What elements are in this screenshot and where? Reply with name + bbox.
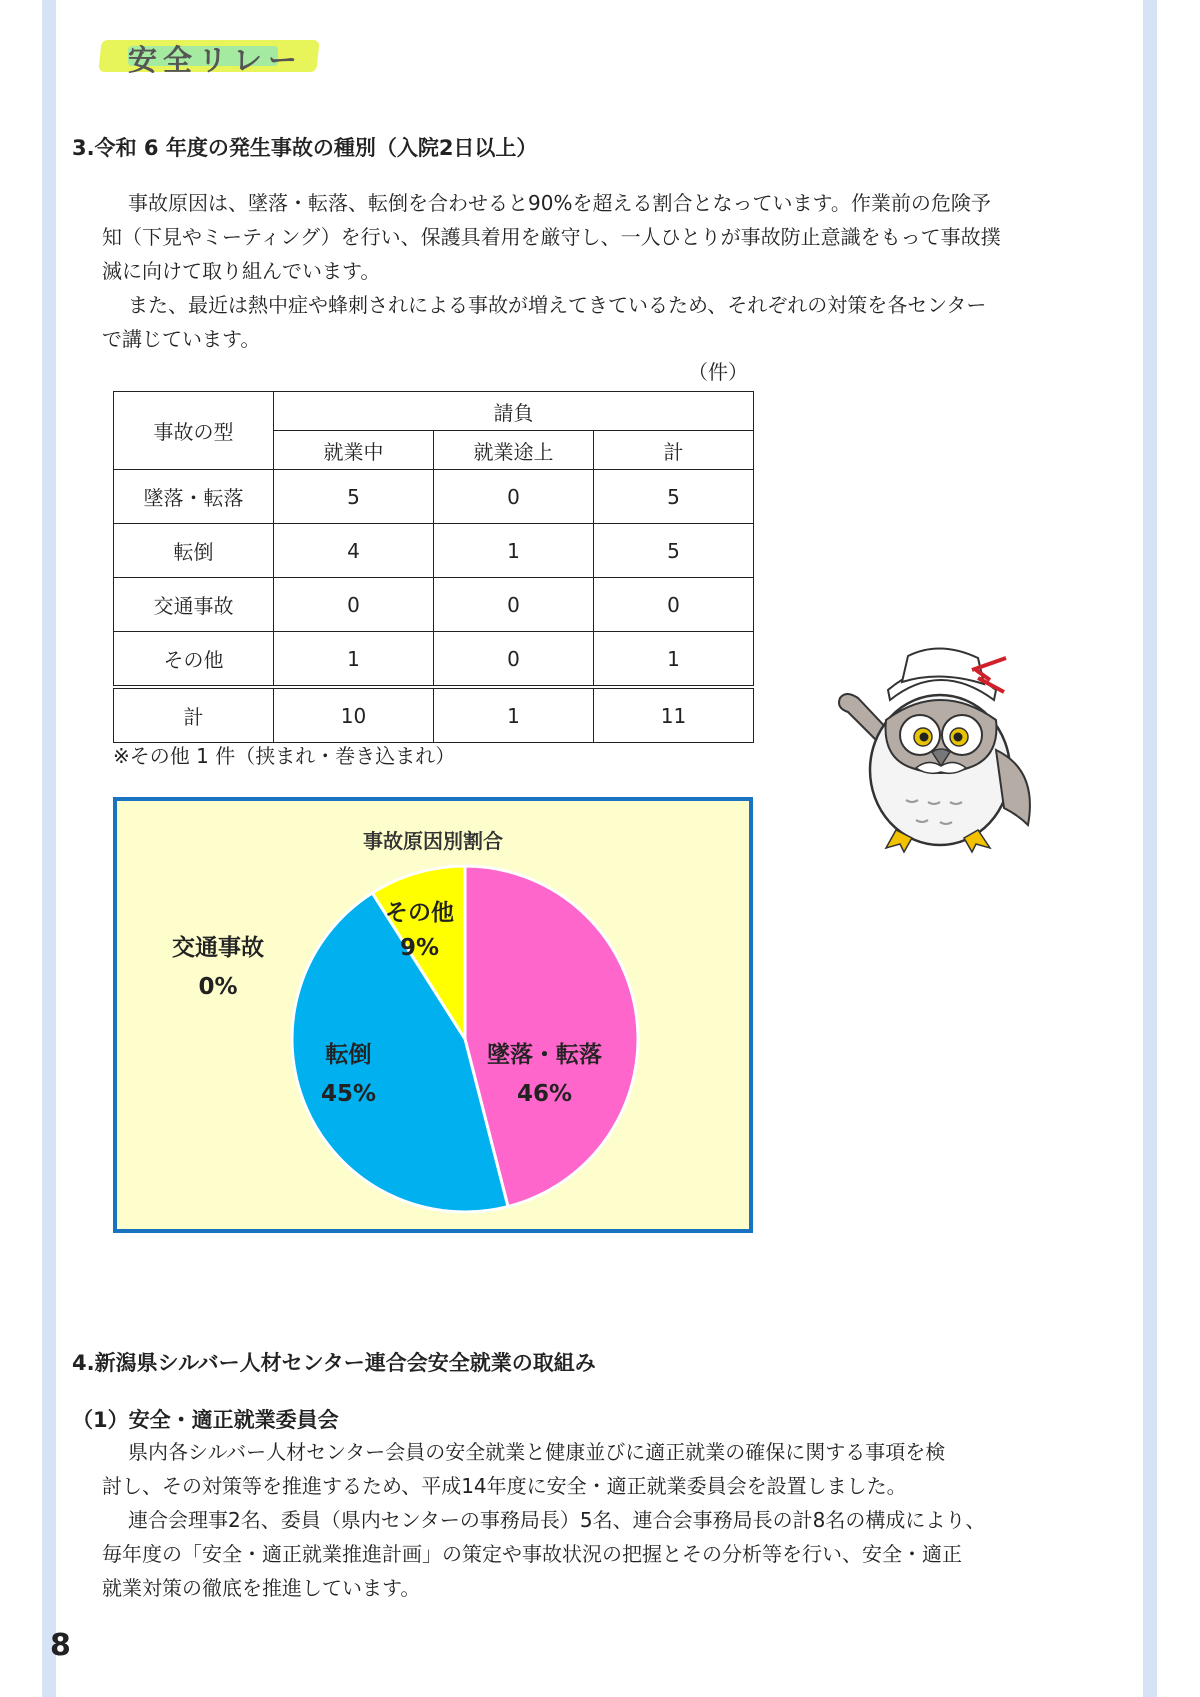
table-cell: 10 xyxy=(274,687,434,743)
table-subheader: 就業途上 xyxy=(434,431,594,470)
table-total-row xyxy=(114,687,754,743)
page-number: 8 xyxy=(50,1628,71,1663)
pie-chart xyxy=(117,801,749,1229)
table-row xyxy=(114,578,754,632)
owl-mascot-illustration xyxy=(828,640,1058,870)
left-page-border xyxy=(42,0,56,1697)
section-4-para2-line3: 就業対策の徹底を推進しています。 xyxy=(102,1576,421,1600)
section-3-para2-line1: また、最近は熱中症や蜂刺されによる事故が増えてきているため、それぞれの対策を各センター xyxy=(128,293,987,317)
table-cell: 4 xyxy=(274,524,434,578)
section-4-para1-line2: 討し、その対策等を推進するため、平成14年度に安全・適正就業委員会を設置しました。 xyxy=(102,1474,907,1498)
table-header-type: 事故の型 xyxy=(114,392,274,470)
table-cell: 5 xyxy=(274,470,434,524)
slice-label-other: その他 9% xyxy=(385,900,454,961)
section-3-para1-line2: 知（下見やミーティング）を行い、保護具着用を厳守し、一人ひとりが事故防止意識をもって事故撲 xyxy=(102,225,1001,249)
table-cell: 0 xyxy=(434,470,594,524)
table-row xyxy=(114,524,754,578)
accident-table xyxy=(113,391,754,743)
pie-chart-box xyxy=(113,797,753,1233)
chart-title: 事故原因別割合 xyxy=(363,829,503,853)
table-cell: 1 xyxy=(594,632,754,688)
table-row-type: その他 xyxy=(114,632,274,688)
slice-label-fall: 墜落・転落 46% xyxy=(487,1042,602,1107)
table-cell: 11 xyxy=(594,687,754,743)
table-subheader: 就業中 xyxy=(274,431,434,470)
table-row-type: 交通事故 xyxy=(114,578,274,632)
table-header-group: 請負 xyxy=(274,392,754,431)
table-unit: （件） xyxy=(688,360,748,384)
section-3-para2-line2: で講じています。 xyxy=(102,327,261,351)
table-cell: 1 xyxy=(274,632,434,688)
section-4-para1-line1: 県内各シルバー人材センター会員の安全就業と健康並びに適正就業の確保に関する事項を検 xyxy=(128,1440,946,1464)
table-cell: 5 xyxy=(594,470,754,524)
section-3-para1-line1: 事故原因は、墜落・転落、転倒を合わせると90%を超える割合となっています。作業前の危険予 xyxy=(128,191,991,215)
section-4-heading: 4.新潟県シルバー人材センター連合会安全就業の取組み xyxy=(72,1351,596,1375)
section-4-para2-line2: 毎年度の「安全・適正就業推進計画」の策定や事故状況の把握とその分析等を行い、安全・適正 xyxy=(102,1542,962,1566)
table-row-type: 計 xyxy=(114,687,274,743)
right-page-border xyxy=(1143,0,1157,1697)
slice-label-traffic: 交通事故 0% xyxy=(172,935,264,1000)
table-row-type: 墜落・転落 xyxy=(114,470,274,524)
table-cell: 0 xyxy=(594,578,754,632)
table-cell: 0 xyxy=(434,632,594,688)
table-cell: 0 xyxy=(434,578,594,632)
table-row xyxy=(114,632,754,688)
table-subheader: 計 xyxy=(594,431,754,470)
table-cell: 1 xyxy=(434,687,594,743)
section-4-subheading: （1）安全・適正就業委員会 xyxy=(72,1408,339,1432)
table-cell: 0 xyxy=(274,578,434,632)
table-row-type: 転倒 xyxy=(114,524,274,578)
table-note: ※その他 1 件（挟まれ・巻き込まれ） xyxy=(113,744,456,768)
slice-label-tumble: 転倒 45% xyxy=(321,1042,377,1107)
section-4-para2-line1: 連合会理事2名、委員（県内センターの事務局長）5名、連合会事務局長の計8名の構成により、 xyxy=(128,1508,986,1532)
section-3-heading: 3.令和 6 年度の発生事故の種別（入院2日以上） xyxy=(72,136,538,160)
table-cell: 1 xyxy=(434,524,594,578)
table-row xyxy=(114,470,754,524)
section-tag-label: 安全リレー xyxy=(128,43,304,77)
section-tag xyxy=(100,36,318,76)
table-cell: 5 xyxy=(594,524,754,578)
section-3-para1-line3: 滅に向けて取り組んでいます。 xyxy=(102,259,381,283)
